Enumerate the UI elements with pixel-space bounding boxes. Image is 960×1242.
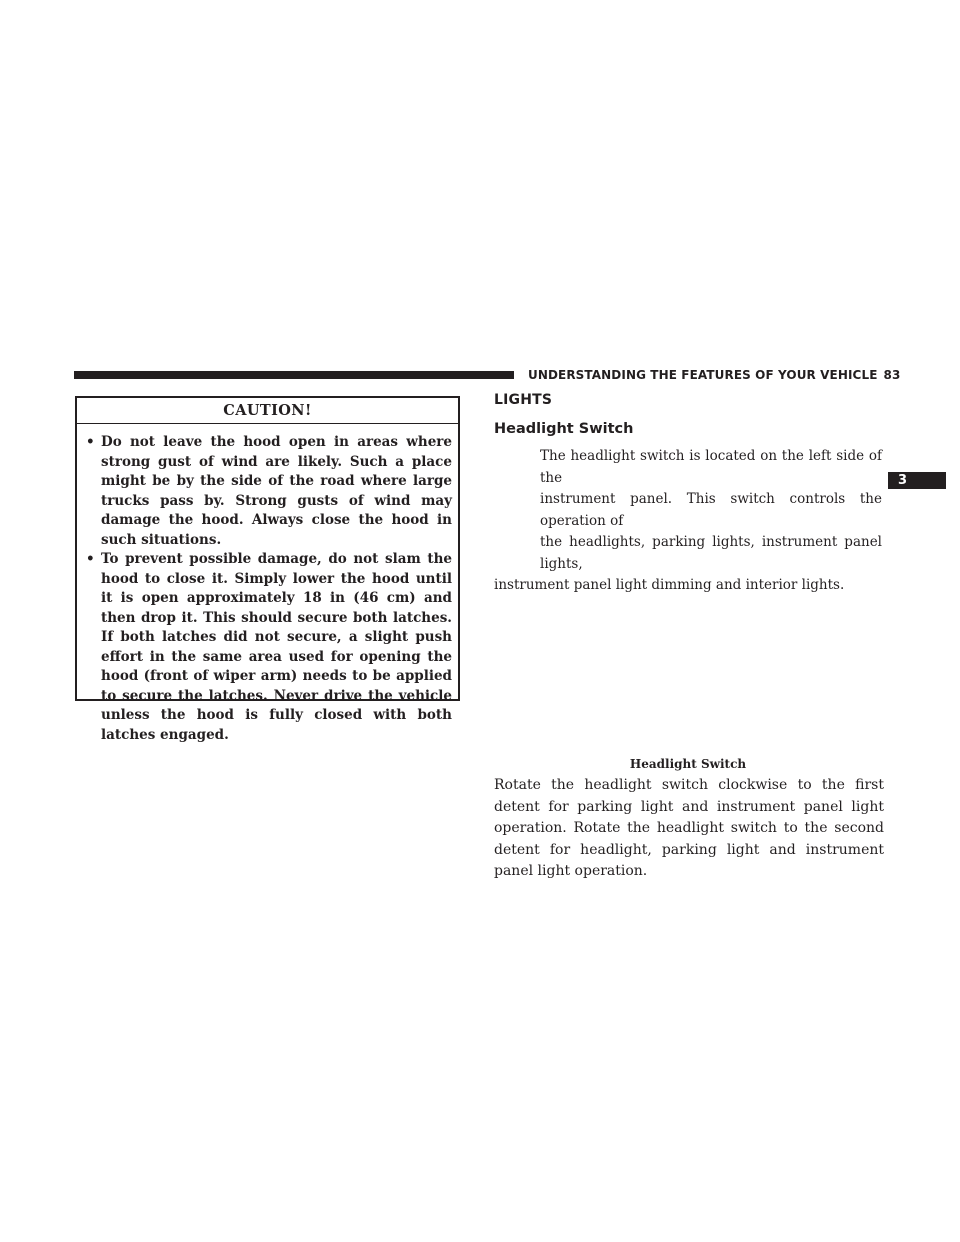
intro-rest: instrument panel light dimming and interior lights. [494,577,845,593]
caution-title: CAUTION! [77,398,458,424]
body-paragraph: Rotate the headlight switch clockwise to the first detent for parking light and instrument panel light operation. Rotate the headlight switch to the second detent for headlight, parking light and instrument panel light operation. [494,777,884,879]
intro-line: instrument panel. This switch controls the operation of [540,491,882,529]
bullet-icon: • [86,434,95,450]
intro-line: The headlight switch is located on the left side of the [540,448,882,486]
page-number: 83 [883,368,901,382]
caution-box [75,396,460,743]
caution-item-text: To prevent possible damage, do not slam the hood to close it. Simply lower the hood until it is open approximately 18 in (46 cm) and then drop it. This should secure both latches. If both latches did not secure, a slight push effort in the same area used for opening the hood (front of wiper arm) needs to be applied to secure the latches. Never drive the vehicle unless the hood is fully closed with both latches engaged. [101,551,452,743]
running-header [528,368,900,382]
figure-caption: Headlight Switch [629,757,747,771]
caution-list [77,424,458,745]
headlight-switch-figure [494,540,882,748]
intro-line: the headlights, parking lights, instrument panel lights, [540,534,882,572]
caution-item [85,433,452,550]
header-title: UNDERSTANDING THE FEATURES OF YOUR VEHICLE [528,368,878,382]
caution-item [85,550,452,745]
bullet-icon: • [86,551,95,567]
subsection-heading: Headlight Switch [494,421,634,437]
section-heading: LIGHTS [494,392,553,408]
header-rule [74,371,514,379]
chapter-tab: 3 [888,472,946,489]
caution-item-text: Do not leave the hood open in areas where strong gust of wind are likely. Such a place might be by the side of the road where large trucks pass by. Strong gusts of wind may damage the hood. Always close the hood in such situations. [101,434,452,548]
